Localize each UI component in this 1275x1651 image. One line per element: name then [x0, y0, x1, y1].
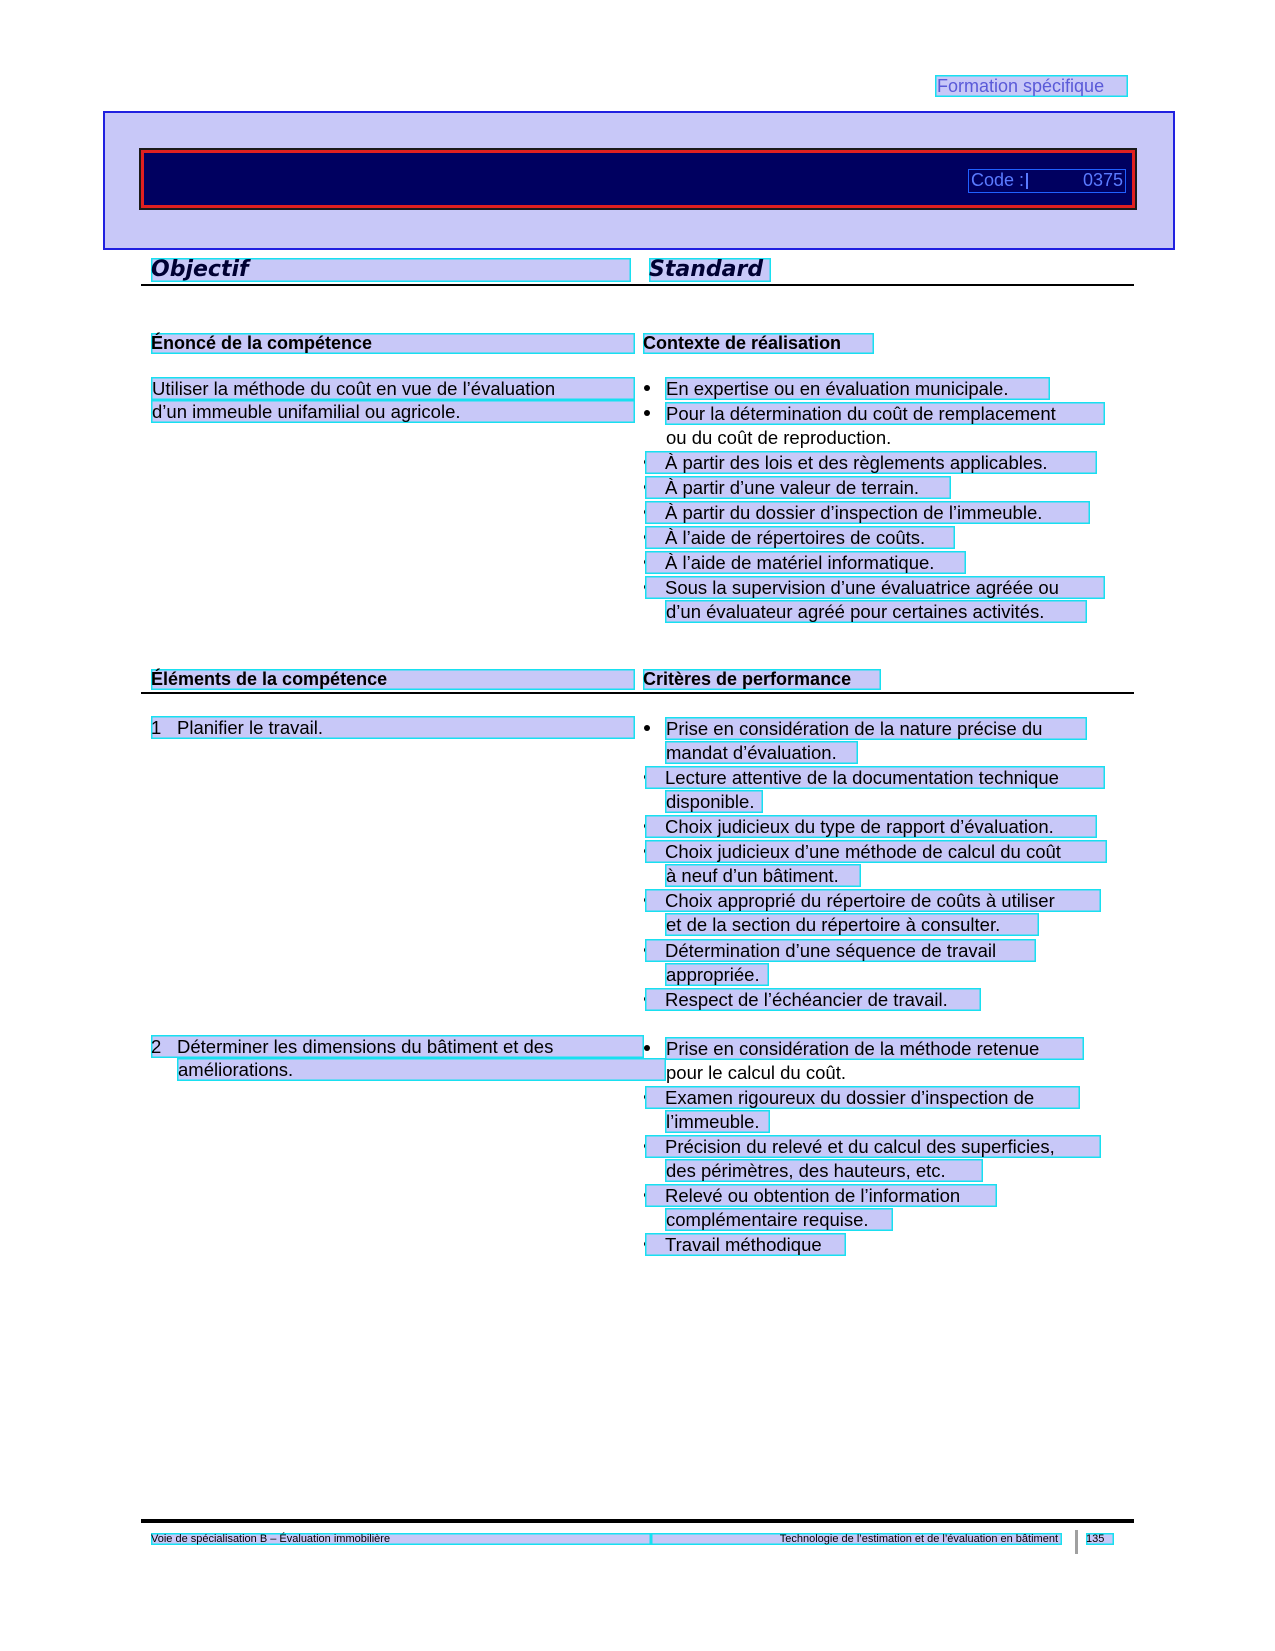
bullet-icon [644, 725, 650, 731]
enonce-line: d’un immeuble unifamilial ou agricole. [151, 400, 635, 423]
contexte-line: À l’aide de répertoires de coûts. [645, 526, 955, 549]
elements-heading: Éléments de la compétence [151, 669, 635, 690]
critere-line: Examen rigoureux du dossier d’inspection de [645, 1086, 1080, 1109]
critere-line: mandat d’évaluation. [665, 741, 858, 764]
enonce-line: Utiliser la méthode du coût en vue de l’évaluation [151, 377, 635, 400]
footer-title: Technologie de l’estimation et de l’évaluation en bâtiment [651, 1533, 1062, 1545]
element-text: améliorations. [177, 1058, 666, 1081]
footer-rule [141, 1519, 1134, 1523]
critere-line: à neuf d’un bâtiment. [665, 864, 861, 887]
critere-line: Prise en considération de la méthode retenue [665, 1037, 1084, 1060]
critere-line: appropriée. [665, 963, 769, 986]
critere-line: et de la section du répertoire à consulter. [665, 913, 1039, 936]
bullet-icon [644, 1045, 650, 1051]
contexte-line: À partir d’une valeur de terrain. [645, 476, 951, 499]
critere-line: l’immeuble. [665, 1110, 770, 1133]
code-label: Code : [971, 170, 1025, 190]
contexte-line: Sous la supervision d’une évaluatrice agréée ou [645, 576, 1105, 599]
footer-separator [1075, 1530, 1078, 1554]
code-box [968, 169, 1126, 193]
contexte-line: ou du coût de reproduction. [666, 427, 892, 448]
section-rule [141, 692, 1134, 694]
critere-line: Prise en considération de la nature précise du [665, 717, 1087, 740]
objectif-heading: Objectif [151, 258, 631, 282]
criteres-heading: Critères de performance [643, 669, 881, 690]
critere-line: complémentaire requise. [665, 1208, 893, 1231]
contexte-line: Pour la détermination du coût de remplacement [665, 402, 1105, 425]
critere-line: Précision du relevé et du calcul des superficies, [645, 1135, 1101, 1158]
element-2 [151, 1035, 644, 1058]
critere-line: Choix judicieux d’une méthode de calcul du coût [645, 840, 1107, 863]
critere-line: Choix judicieux du type de rapport d’évaluation. [645, 815, 1097, 838]
critere-line: Lecture attentive de la documentation technique [645, 766, 1105, 789]
element-text: Déterminer les dimensions du bâtiment et des [177, 1036, 554, 1057]
critere-line: Choix approprié du répertoire de coûts à utiliser [645, 889, 1101, 912]
contexte-line: À l’aide de matériel informatique. [645, 551, 966, 574]
critere-line: disponible. [665, 790, 763, 813]
enonce-heading: Énoncé de la compétence [151, 333, 635, 354]
page-number: 135 [1086, 1533, 1114, 1545]
critere-line: Respect de l’échéancier de travail. [645, 988, 981, 1011]
critere-line: Relevé ou obtention de l’information [645, 1184, 997, 1207]
element-text: Planifier le travail. [177, 717, 324, 738]
contexte-line: d’un évaluateur agréé pour certaines activités. [665, 600, 1087, 623]
contexte-line: À partir des lois et des règlements applicables. [645, 451, 1097, 474]
element-number: 2 [151, 1036, 162, 1057]
critere-line: des périmètres, des hauteurs, etc. [665, 1159, 983, 1182]
contexte-line: À partir du dossier d’inspection de l’immeuble. [645, 501, 1090, 524]
code-value: 0375 [1082, 170, 1123, 190]
element-1 [151, 716, 635, 739]
heading-rule [141, 284, 1134, 286]
footer-left: Voie de spécialisation B – Évaluation immobilière [151, 1533, 651, 1545]
element-number: 1 [151, 717, 162, 738]
bullet-icon [644, 385, 650, 391]
critere-line: Détermination d’une séquence de travail [645, 939, 1036, 962]
code-separator [1026, 173, 1028, 189]
critere-line: pour le calcul du coût. [666, 1062, 846, 1083]
standard-heading: Standard [649, 258, 771, 282]
bullet-icon [644, 410, 650, 416]
contexte-line: En expertise ou en évaluation municipale. [665, 377, 1050, 400]
critere-line: Travail méthodique [645, 1233, 846, 1256]
section-label: Formation spécifique [935, 75, 1128, 97]
contexte-heading: Contexte de réalisation [643, 333, 874, 354]
